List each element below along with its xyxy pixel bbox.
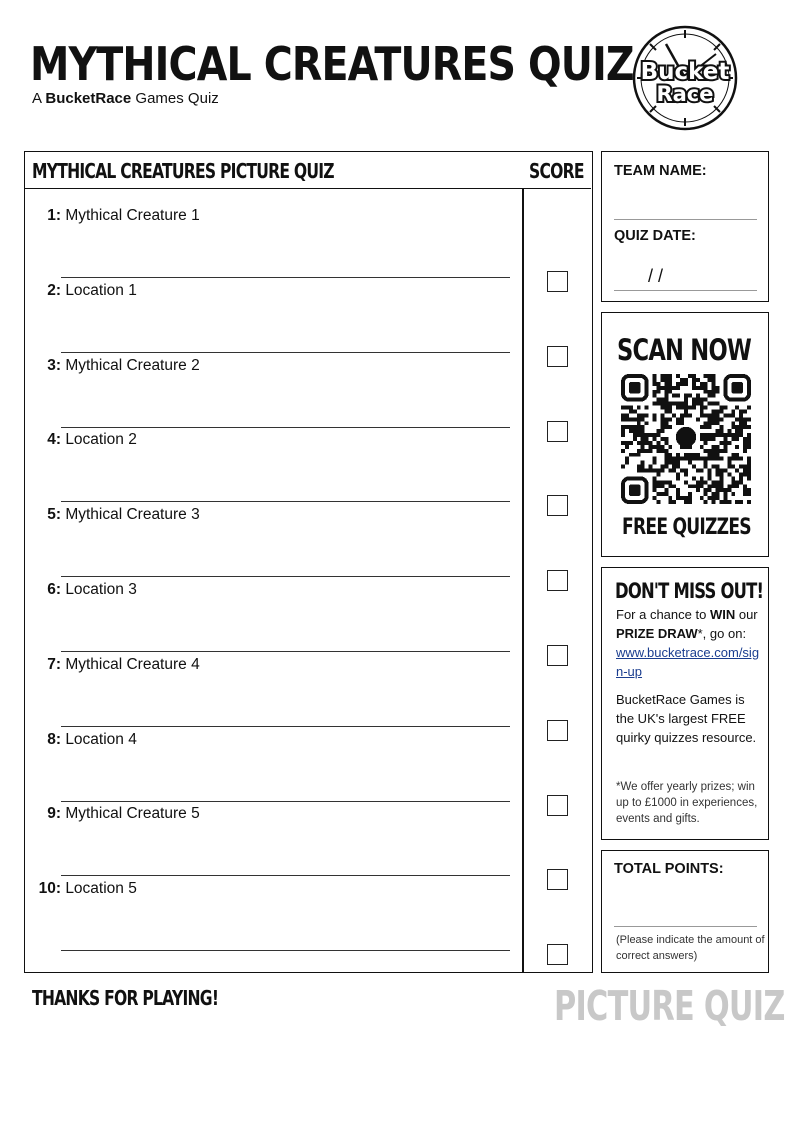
thanks-message: THANKS FOR PLAYING! [32,986,219,1010]
score-checkbox[interactable] [547,495,568,516]
total-points-note: (Please indicate the amount of correct answers) [616,934,765,962]
question-row [25,787,522,862]
answer-line[interactable] [61,950,510,951]
logo-text-race: Race [656,82,714,106]
score-checkbox[interactable] [547,346,568,367]
question-row [25,264,522,339]
question-number: 10: [38,880,61,898]
question-label [31,357,521,375]
question-row [25,189,522,264]
score-checkbox[interactable] [547,720,568,741]
page-title: MYTHICAL CREATURES QUIZ [30,37,634,91]
question-label [31,506,521,524]
picture-quiz-watermark: PICTURE QUIZ [554,982,785,1030]
question-row [25,713,522,788]
question-text: Location 4 [65,730,137,748]
question-text: Location 2 [65,431,137,449]
question-text: Location 5 [65,880,137,898]
score-checkbox[interactable] [547,869,568,890]
bucketrace-logo [628,24,742,132]
quiz-date-label: QUIZ DATE: [614,228,696,244]
quiz-header-title: MYTHICAL CREATURES PICTURE QUIZ [32,159,334,183]
subtitle-prefix: A [32,90,46,107]
question-number: 3: [47,356,61,374]
question-label [31,207,521,225]
about-text: BucketRace Games is the UK's largest FREE quirky quizzes resource. [616,692,757,745]
quiz-header [25,152,591,189]
question-text: Mythical Creature 4 [65,655,200,673]
question-text: Mythical Creature 5 [65,805,200,823]
question-row [25,339,522,414]
score-checkbox[interactable] [547,271,568,292]
logo-text-bucket: Bucket [640,59,730,85]
score-checkbox[interactable] [547,421,568,442]
prizes-note: *We offer yearly prizes; win up to £1000 in experiences, events and gifts. [616,781,758,825]
score-checkbox[interactable] [547,795,568,816]
question-row [25,638,522,713]
question-text: Location 3 [65,581,137,598]
question-number: 5: [47,506,61,524]
quiz-answer-sheet [24,151,593,973]
total-points-field[interactable] [614,926,757,927]
question-number: 7: [47,655,61,673]
question-number: 1: [47,207,61,224]
team-name-field[interactable] [614,219,757,220]
question-number: 8: [47,730,61,748]
question-text: Mythical Creature 1 [65,207,200,224]
question-label [31,581,521,599]
question-label [31,656,521,674]
question-label [31,431,521,449]
promo-line2-suffix: *, go on: [697,626,747,641]
question-number: 4: [47,431,61,449]
team-info-panel [601,151,769,302]
subtitle-brand: BucketRace [45,90,132,107]
question-row [25,413,522,488]
question-label [31,731,521,749]
date-separators: / / [648,266,664,286]
promo-line1-prefix: For a chance to [616,607,710,622]
team-name-label: TEAM NAME: [614,163,707,179]
subtitle-suffix: Games Quiz [131,90,219,107]
score-checkbox[interactable] [547,570,568,591]
score-checkbox[interactable] [547,645,568,666]
scan-now-title: SCAN NOW [617,333,752,367]
total-points-label: TOTAL POINTS: [614,861,724,877]
qr-code[interactable] [621,374,751,504]
question-label [31,282,521,300]
promo-prize-draw: PRIZE DRAW [616,626,698,641]
promo-title: DON'T MISS OUT! [615,579,764,603]
question-text: Location 1 [65,281,137,299]
question-number: 9: [47,805,61,823]
question-row [25,488,522,563]
page-subtitle [32,90,219,107]
score-column-divider [522,189,524,972]
question-row [25,862,522,937]
question-number: 6: [47,581,61,598]
promo-win: WIN [709,607,736,622]
free-quizzes-label: FREE QUIZZES [622,515,751,540]
question-label [31,880,521,898]
question-label [31,805,521,823]
score-checkbox[interactable] [547,944,568,965]
score-column-header: SCORE [529,159,584,183]
question-number: 2: [47,281,61,299]
question-text: Mythical Creature 3 [65,506,200,524]
promo-line1-suffix: our [735,607,758,622]
promo-text [616,605,766,681]
signup-link[interactable]: www.bucketrace.com/sign-up [616,645,760,679]
question-text: Mythical Creature 2 [65,356,200,374]
quiz-date-field[interactable] [614,290,757,291]
question-row [25,563,522,638]
